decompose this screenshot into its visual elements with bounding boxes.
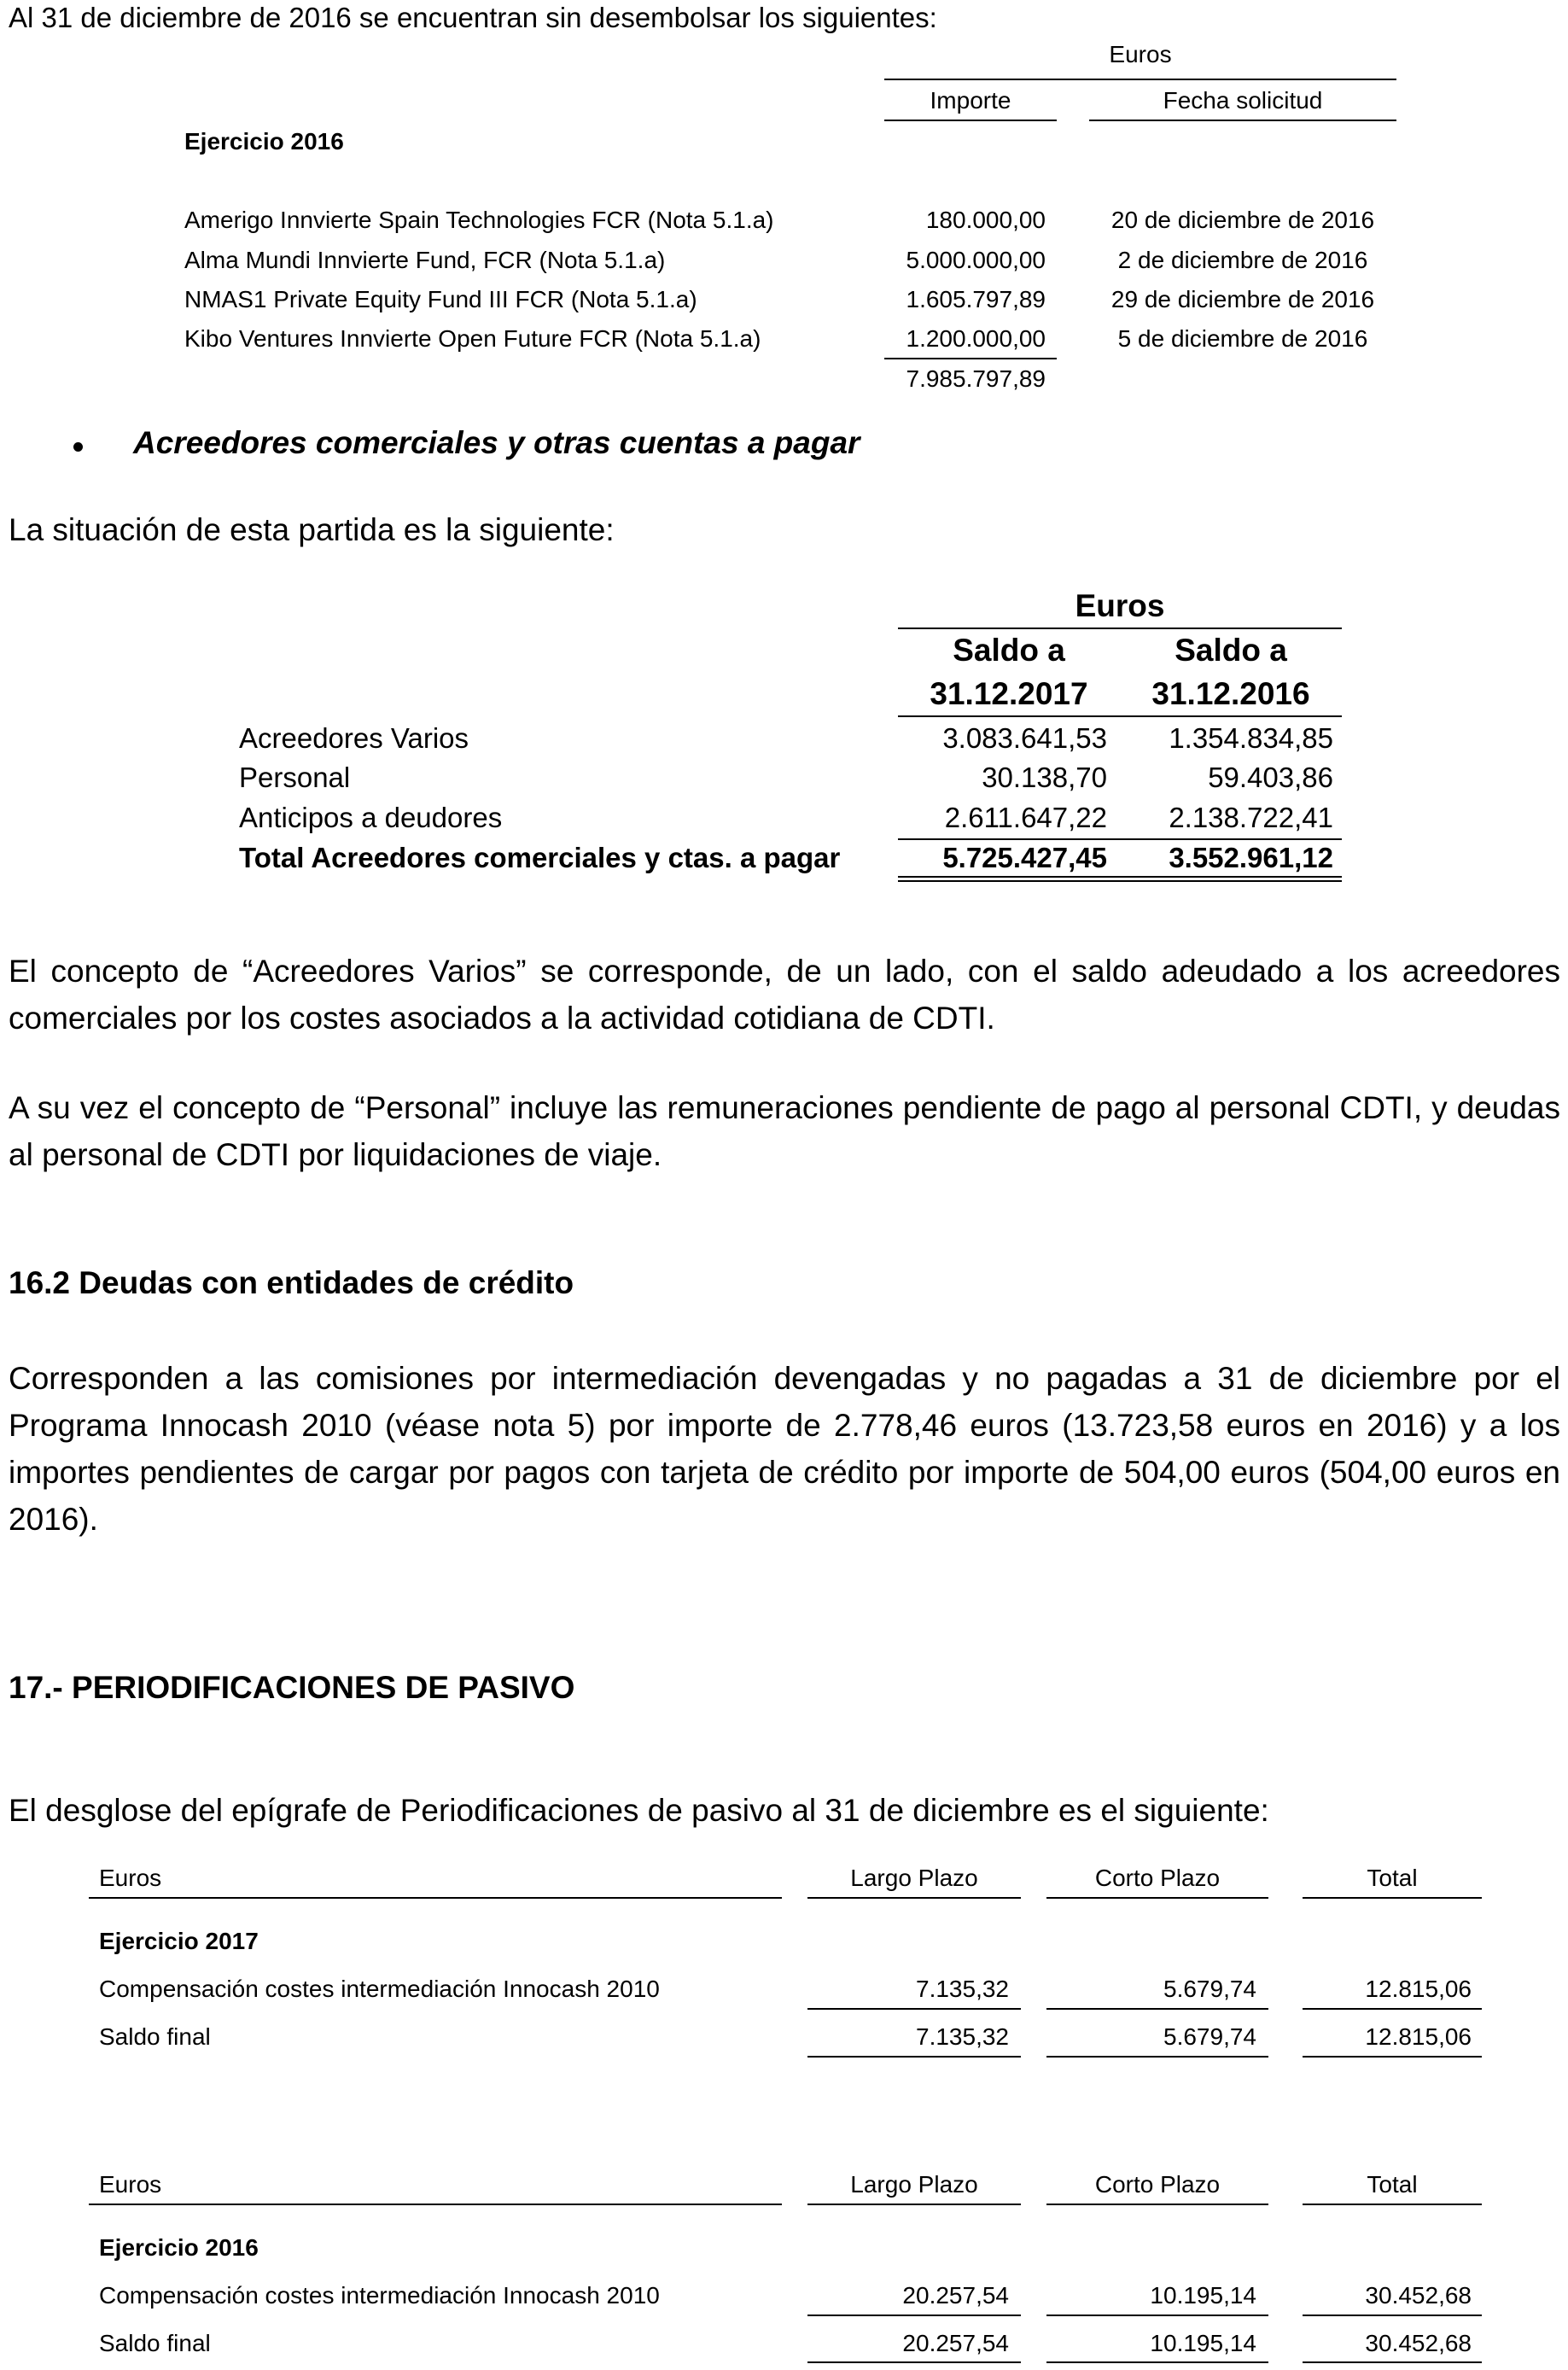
t3-rule-total bbox=[1303, 1897, 1482, 1899]
t4-year-label: Ejercicio 2016 bbox=[99, 2234, 259, 2261]
intro-text: Al 31 de diciembre de 2016 se encuentran sin desembolsar los siguientes: bbox=[9, 2, 937, 33]
t3-col-corto: Corto Plazo bbox=[1094, 1865, 1221, 1891]
t4-rule-euros bbox=[89, 2204, 782, 2205]
t2-col1-line2: 31.12.2017 bbox=[930, 676, 1088, 711]
t3-row-v2: 5.679,74 bbox=[1163, 1976, 1256, 2002]
t1-subtotal-rule bbox=[884, 358, 1057, 359]
t4-row-rule-2 bbox=[1046, 2315, 1268, 2316]
t1-total: 7.985.797,89 bbox=[906, 365, 1046, 392]
t2-col2-line2: 31.12.2016 bbox=[1151, 676, 1310, 711]
t4-row-v1: 20.257,54 bbox=[902, 2282, 1009, 2309]
t1-importe-cell: 1.605.797,89 bbox=[906, 286, 1046, 312]
bullet-icon bbox=[73, 442, 83, 452]
t1-importe-cell: 5.000.000,00 bbox=[906, 247, 1046, 273]
table-row: Anticipos a deudores bbox=[239, 802, 503, 833]
t2-currency: Euros bbox=[1075, 588, 1165, 623]
t1-fecha-cell: 29 de diciembre de 2016 bbox=[1110, 286, 1375, 312]
table-row: Personal bbox=[239, 762, 351, 793]
t3-final-rule-2 bbox=[1046, 2056, 1268, 2058]
t4-col-largo: Largo Plazo bbox=[850, 2171, 978, 2198]
t2-v1-cell: 30.138,70 bbox=[982, 762, 1107, 793]
t4-row-v2: 10.195,14 bbox=[1150, 2282, 1256, 2309]
t3-row-rule-1 bbox=[807, 2008, 1021, 2010]
t4-row-rule-1 bbox=[807, 2315, 1021, 2316]
t3-row-rule-3 bbox=[1303, 2008, 1482, 2010]
t4-final-rule-3 bbox=[1303, 2361, 1482, 2363]
t3-col-total: Total bbox=[1367, 1865, 1418, 1891]
table-row: Amerigo Innvierte Spain Technologies FCR (Nota 5.1.a) bbox=[184, 207, 774, 233]
t4-col-total: Total bbox=[1367, 2171, 1418, 2198]
t4-final-rule-1 bbox=[807, 2361, 1021, 2363]
t4-rule-largo bbox=[807, 2204, 1021, 2205]
t1-fecha-cell: 5 de diciembre de 2016 bbox=[1117, 325, 1368, 352]
t3-col-euros: Euros bbox=[99, 1865, 162, 1891]
t1-importe-cell: 180.000,00 bbox=[925, 207, 1046, 233]
t4-col-corto: Corto Plazo bbox=[1094, 2171, 1221, 2198]
t2-v1-cell: 3.083.641,53 bbox=[942, 722, 1107, 754]
paragraph-deudas: Corresponden a las comisiones por intermediación devengadas y no pagadas a 31 de diciembre por el Programa Innocash 2010 (véase nota 5) por importe de 2.778,46 euros (13.723,58 euros en 2016) y a los importes pendientes de cargar por pagos con tarjeta de crédito por importe de 504,00 euros (504,00 euros en 2016). bbox=[9, 1361, 1560, 1537]
t4-rule-corto bbox=[1046, 2204, 1268, 2205]
heading-17: 17.- PERIODIFICACIONES DE PASIVO bbox=[9, 1670, 575, 1705]
t3-row-rule-2 bbox=[1046, 2008, 1268, 2010]
t3-final-v3: 12.815,06 bbox=[1365, 2023, 1472, 2050]
t2-v2-cell: 59.403,86 bbox=[1208, 762, 1333, 793]
t3-row-v1: 7.135,32 bbox=[916, 1976, 1009, 2002]
t1-fecha-cell: 2 de diciembre de 2016 bbox=[1117, 247, 1368, 273]
t3-final-rule-3 bbox=[1303, 2056, 1482, 2058]
situacion-text: La situación de esta partida es la siguiente: bbox=[9, 512, 615, 547]
t2-double-rule bbox=[898, 876, 1342, 882]
t3-rule-euros bbox=[89, 1897, 782, 1899]
paragraph-personal: A su vez el concepto de “Personal” incluye las remuneraciones pendiente de pago al personal CDTI, y deudas al personal de CDTI por liquidaciones de viaje. bbox=[9, 1090, 1560, 1172]
t2-header-rule bbox=[898, 715, 1342, 717]
t1-fecha-cell: 20 de diciembre de 2016 bbox=[1110, 207, 1375, 233]
t4-row-v3: 30.452,68 bbox=[1365, 2282, 1472, 2309]
t4-final-v2: 10.195,14 bbox=[1150, 2330, 1256, 2356]
t4-col-euros: Euros bbox=[99, 2171, 162, 2198]
heading-16-2: 16.2 Deudas con entidades de crédito bbox=[9, 1265, 574, 1300]
table-row: Acreedores Varios bbox=[239, 722, 469, 754]
paragraph-acreedores: El concepto de “Acreedores Varios” se corresponde, de un lado, con el saldo adeudado a los acreedores comerciales por los costes asociados a la actividad cotidiana de CDTI. bbox=[9, 954, 1560, 1036]
t3-year-label: Ejercicio 2017 bbox=[99, 1928, 259, 1954]
t3-rule-corto bbox=[1046, 1897, 1268, 1899]
t3-final-label: Saldo final bbox=[99, 2023, 211, 2050]
bullet-heading: Acreedores comerciales y otras cuentas a pagar bbox=[133, 425, 860, 460]
t1-currency: Euros bbox=[1109, 41, 1172, 67]
t3-final-v1: 7.135,32 bbox=[916, 2023, 1009, 2050]
t3-rule-largo bbox=[807, 1897, 1021, 1899]
t2-total-label: Total Acreedores comerciales y ctas. a pagar bbox=[239, 842, 841, 873]
t2-col2-line1: Saldo a bbox=[1175, 633, 1287, 668]
t2-col1-line1: Saldo a bbox=[953, 633, 1065, 668]
table-row: Compensación costes intermediación Innocash 2010 bbox=[99, 1976, 660, 2002]
t4-row-rule-3 bbox=[1303, 2315, 1482, 2316]
t2-total-v1: 5.725.427,45 bbox=[942, 842, 1107, 873]
t1-importe-rule bbox=[884, 120, 1057, 121]
t2-v2-cell: 1.354.834,85 bbox=[1169, 722, 1333, 754]
t4-final-v3: 30.452,68 bbox=[1365, 2330, 1472, 2356]
t2-currency-rule bbox=[898, 628, 1342, 629]
t3-final-v2: 5.679,74 bbox=[1163, 2023, 1256, 2050]
t3-row-v3: 12.815,06 bbox=[1365, 1976, 1472, 2002]
t4-rule-total bbox=[1303, 2204, 1482, 2205]
t1-fecha-rule bbox=[1089, 120, 1396, 121]
t1-col-fecha: Fecha solicitud bbox=[1163, 87, 1323, 114]
t2-subtotal-rule bbox=[898, 838, 1342, 840]
t2-v1-cell: 2.611.647,22 bbox=[944, 802, 1107, 833]
desglose-text: El desglose del epígrafe de Periodificaciones de pasivo al 31 de diciembre es el siguiente: bbox=[9, 1793, 1269, 1828]
t1-col-importe: Importe bbox=[930, 87, 1011, 114]
t1-year-label: Ejercicio 2016 bbox=[184, 128, 344, 155]
t4-final-label: Saldo final bbox=[99, 2330, 211, 2356]
t4-final-v1: 20.257,54 bbox=[902, 2330, 1009, 2356]
t1-importe-cell: 1.200.000,00 bbox=[906, 325, 1046, 352]
table-row: Alma Mundi Innvierte Fund, FCR (Nota 5.1.a) bbox=[184, 247, 666, 273]
t3-col-largo: Largo Plazo bbox=[850, 1865, 978, 1891]
t4-final-rule-2 bbox=[1046, 2361, 1268, 2363]
t2-total-v2: 3.552.961,12 bbox=[1169, 842, 1333, 873]
t3-final-rule-1 bbox=[807, 2056, 1021, 2058]
t1-currency-rule bbox=[884, 79, 1396, 80]
table-row: Kibo Ventures Innvierte Open Future FCR (Nota 5.1.a) bbox=[184, 325, 761, 352]
t2-v2-cell: 2.138.722,41 bbox=[1169, 802, 1333, 833]
table-row: NMAS1 Private Equity Fund III FCR (Nota 5.1.a) bbox=[184, 286, 697, 312]
table-row: Compensación costes intermediación Innocash 2010 bbox=[99, 2282, 660, 2309]
